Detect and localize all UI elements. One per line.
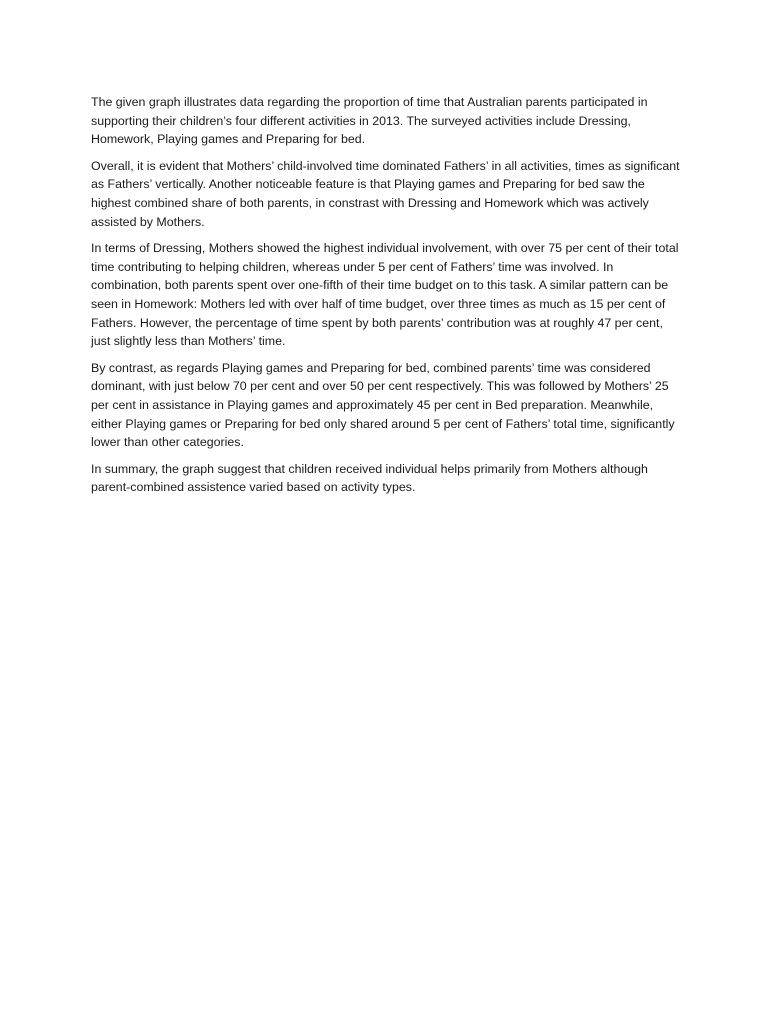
paragraph-summary: In summary, the graph suggest that children received individual helps primarily from Mothers although parent-combined assistence varied based on activity types. <box>91 461 648 495</box>
paragraph-overview: Overall, it is evident that Mothers’ child-involved time dominated Fathers’ in all activities, times as significant as Fathers’ vertically. Another noticeable feature is that Playing games and Preparing for bed saw the highest combined share of both parents, in constrast with Dressing and Homework which was actively assisted by Mothers. <box>91 158 680 229</box>
paragraph-games-bed: By contrast, as regards Playing games and Preparing for bed, combined parents’ time was considered dominant, with just below 70 per cent and over 50 per cent respectively. This was followed by Mothers’ 25 per cent in assistance in Playing games and approximately 45 per cent in Bed preparation. Meanwhile, either Playing games or Preparing for bed only shared around 5 per cent of Fathers’ total time, significantly lower than other categories. <box>91 360 675 450</box>
document-body <box>91 93 681 505</box>
paragraph-introduction: The given graph illustrates data regarding the proportion of time that Australian parents participated in supporting their children’s four different activities in 2013. The surveyed activities include Dressing, Homework, Playing games and Preparing for bed. <box>91 95 648 147</box>
paragraph-dressing-homework: In terms of Dressing, Mothers showed the highest individual involvement, with over 75 per cent of their total time contributing to helping children, whereas under 5 per cent of Fathers’ time was involved. In combination, both parents spent over one-fifth of their time budget on to this task. A similar pattern can be seen in Homework: Mothers led with over half of time budget, over three times as much as 15 per cent of Fathers. However, the percentage of time spent by both parents’ contribution was at roughly 47 per cent, just slightly less than Mothers’ time. <box>91 241 679 349</box>
